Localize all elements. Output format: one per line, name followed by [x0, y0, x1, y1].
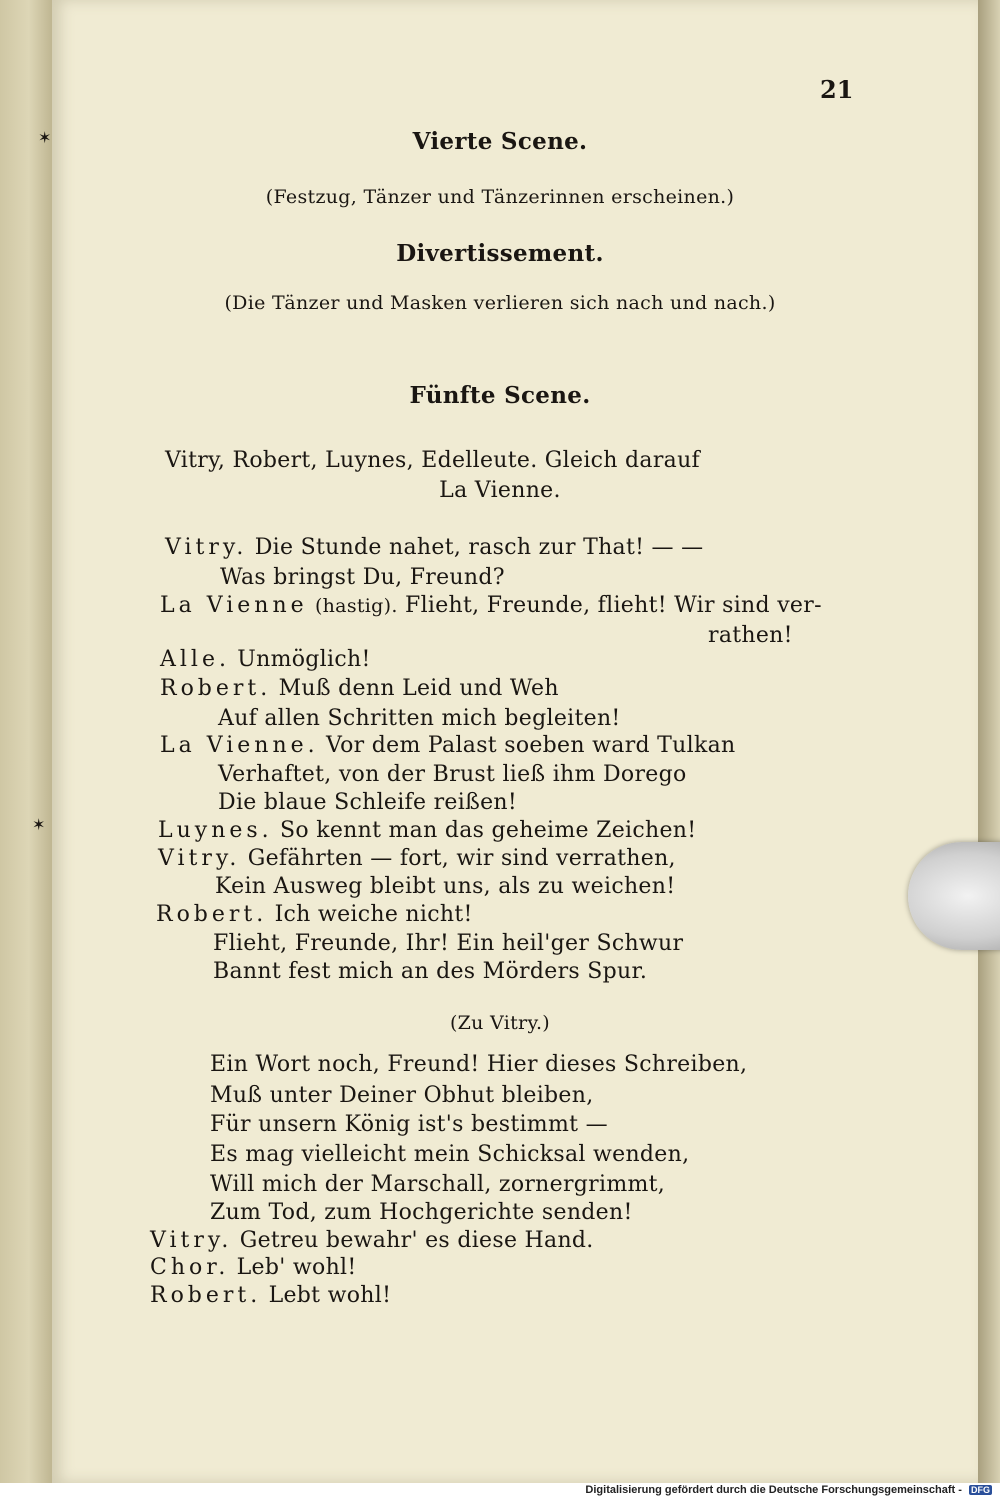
- margin-mark: ✶: [32, 815, 46, 834]
- dialogue-text: Lebt wohl!: [268, 1283, 392, 1308]
- speaker-name: Luynes.: [158, 818, 273, 843]
- verse-line: Muß unter Deiner Obhut bleiben,: [210, 1083, 594, 1108]
- dialogue-continuation: Die blaue Schleife reißen!: [218, 790, 518, 815]
- page-edge-right: [978, 0, 1000, 1483]
- dialogue-line: [160, 593, 822, 618]
- scene-title: Vierte Scene.: [412, 128, 588, 155]
- stage-direction: (Die Tänzer und Masken verlieren sich nach und nach.): [224, 292, 776, 314]
- speaker-name: Vitry.: [158, 846, 241, 871]
- verse-line: Es mag vielleicht mein Schicksal wenden,: [210, 1142, 690, 1167]
- dialogue-line: [150, 1255, 357, 1280]
- speaker-name: La Vienne: [160, 593, 308, 618]
- dialogue-continuation: Was bringst Du, Freund?: [220, 565, 505, 590]
- footer-credit: [585, 1484, 992, 1496]
- cast-list: La Vienne.: [439, 478, 561, 503]
- speaker-name: Robert.: [160, 676, 272, 701]
- dialogue-text: Ich weiche nicht!: [274, 902, 473, 927]
- cast-list: Vitry, Robert, Luynes, Edelleute. Gleich darauf: [165, 448, 700, 473]
- dialogue-text: Leb' wohl!: [236, 1255, 357, 1280]
- dfg-logo-icon: DFG: [971, 1485, 990, 1495]
- scene-title: Fünfte Scene.: [409, 382, 591, 409]
- speaker-name: Robert.: [156, 902, 268, 927]
- speaker-name: Vitry.: [150, 1228, 233, 1253]
- margin-mark: ✶: [38, 128, 52, 147]
- dialogue-line: [165, 535, 703, 560]
- dialogue-line: [160, 676, 559, 701]
- dialogue-continuation: Auf allen Schritten mich begleiten!: [218, 706, 621, 731]
- stage-direction: (Zu Vitry.): [449, 1012, 551, 1034]
- dialogue-line: [160, 647, 371, 672]
- dialogue-continuation: Flieht, Freunde, Ihr! Ein heil'ger Schwur: [213, 931, 684, 956]
- verse-line: Will mich der Marschall, zornergrimmt,: [210, 1172, 666, 1197]
- dialogue-continuation: Kein Ausweg bleibt uns, als zu weichen!: [215, 874, 676, 899]
- dialogue-line: [150, 1283, 391, 1308]
- dialogue-text: Getreu bewahr' es diese Hand.: [239, 1228, 594, 1253]
- verse-line: Zum Tod, zum Hochgerichte senden!: [210, 1200, 633, 1225]
- stage-direction: (Festzug, Tänzer und Tänzerinnen erscheinen.): [265, 186, 735, 208]
- speaker-name: La Vienne.: [160, 733, 319, 758]
- dialogue-continuation: rathen!: [708, 623, 793, 648]
- dialogue-line: [156, 902, 473, 927]
- footer-bar: [0, 1483, 1000, 1500]
- verse-line: Für unsern König ist's bestimmt —: [210, 1112, 608, 1137]
- dialogue-text: Die Stunde nahet, rasch zur That! — —: [254, 535, 704, 560]
- credit-text: Digitalisierung gefördert durch die Deutsche Forschungsgemeinschaft -: [585, 1484, 962, 1496]
- dialogue-line: [150, 1228, 594, 1253]
- dialogue-continuation: Verhaftet, von der Brust ließ ihm Dorego: [218, 762, 687, 787]
- dialogue-text: Unmöglich!: [237, 647, 371, 672]
- page-number: 21: [820, 75, 854, 104]
- dialogue-text: Gefährten — fort, wir sind verrathen,: [247, 846, 676, 871]
- speaker-name: Robert.: [150, 1283, 262, 1308]
- dialogue-text: So kennt man das geheime Zeichen!: [279, 818, 697, 843]
- dialogue-continuation: Bannt fest mich an des Mörders Spur.: [213, 959, 648, 984]
- dialogue-line: [158, 818, 696, 843]
- speaker-name: Chor.: [150, 1255, 230, 1280]
- dialogue-text: Muß denn Leid und Weh: [278, 676, 559, 701]
- stage-direction: (hastig).: [314, 595, 398, 617]
- dialogue-text: Vor dem Palast soeben ward Tulkan: [325, 733, 736, 758]
- verse-line: Ein Wort noch, Freund! Hier dieses Schreiben,: [210, 1052, 748, 1077]
- dialogue-line: [158, 846, 676, 871]
- dialogue-line: [160, 733, 735, 758]
- facing-page-edge: [0, 0, 53, 1500]
- speaker-name: Alle.: [160, 647, 230, 672]
- section-title: Divertissement.: [396, 240, 604, 267]
- dialogue-text: Flieht, Freunde, flieht! Wir sind ver-: [405, 593, 822, 618]
- speaker-name: Vitry.: [165, 535, 248, 560]
